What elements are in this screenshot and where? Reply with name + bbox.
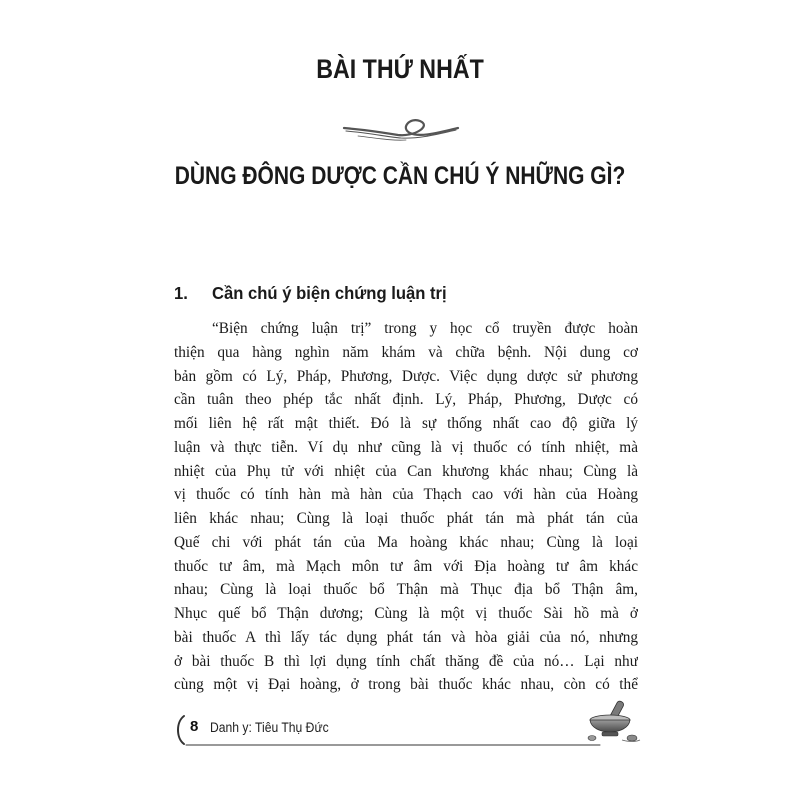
body-line: ở bài thuốc B thì lợi dụng tính chất thăng đề của nó… Lại như — [174, 652, 638, 670]
section-title: Cần chú ý biện chứng luận trị — [212, 283, 447, 303]
mortar-pestle-icon — [582, 696, 642, 746]
body-line: Quế chi với phát tán của Ma hoàng khác nhau; Cùng là loại — [174, 533, 638, 551]
body-paragraph — [174, 317, 638, 697]
body-line: liên khác nhau; Cùng là loại thuốc phát tán mà phát tán của — [174, 510, 638, 528]
footer-author: Danh y: Tiêu Thụ Đức — [210, 720, 329, 735]
page-heading: DÙNG ĐÔNG DƯỢC CẦN CHÚ Ý NHỮNG GÌ? — [174, 162, 626, 190]
body-line: nhau; Cùng là loại thuốc bổ Thận mà Thục địa bổ Thận âm, — [174, 581, 638, 599]
body-line: bài thuốc A thì lấy tác dụng phát tán và hòa giải của nó, nhưng — [174, 628, 638, 646]
swirl-divider-icon — [340, 108, 462, 152]
body-line: thiện qua hàng nghìn năm khám và chữa bệnh. Nội dung cơ — [174, 343, 638, 361]
page-number: 8 — [190, 718, 199, 735]
section-heading — [174, 283, 447, 304]
section-number: 1. — [174, 283, 188, 303]
body-line: cần tuân theo phép tắc nhất định. Lý, Pháp, Phương, Dược có — [174, 391, 638, 409]
body-line: thuốc tư âm, mà Mạch môn tư âm với Địa hoàng tư âm khác — [174, 557, 638, 575]
body-line: nhiệt của Phụ tử với nhiệt của Can khương khác nhau; Cùng là — [174, 462, 638, 480]
body-line: mối liên hệ rất mật thiết. Đó là sự thống nhất cao độ giữa lý — [174, 415, 638, 433]
body-line: “Biện chứng luận trị” trong y học cổ truyền được hoàn — [212, 320, 638, 337]
body-line: cùng một vị Đại hoàng, ở trong bài thuốc khác nhau, còn có thể — [174, 676, 638, 694]
page-footer — [170, 712, 640, 752]
body-line: Nhục quế bổ Thận dương; Cùng là một vị thuốc Sài hồ mà ở — [174, 605, 638, 623]
body-line: luận và thực tiễn. Ví dụ như cũng là vị thuốc có tính nhiệt, mà — [174, 438, 638, 456]
chapter-title: BÀI THỨ NHẤT — [316, 54, 484, 84]
body-line: bản gồm có Lý, Pháp, Phương, Dược. Việc dụng dược sử phương — [174, 367, 638, 385]
body-line: vị thuốc có tính hàn mà hàn của Thạch cao với hàn của Hoàng — [174, 486, 638, 504]
